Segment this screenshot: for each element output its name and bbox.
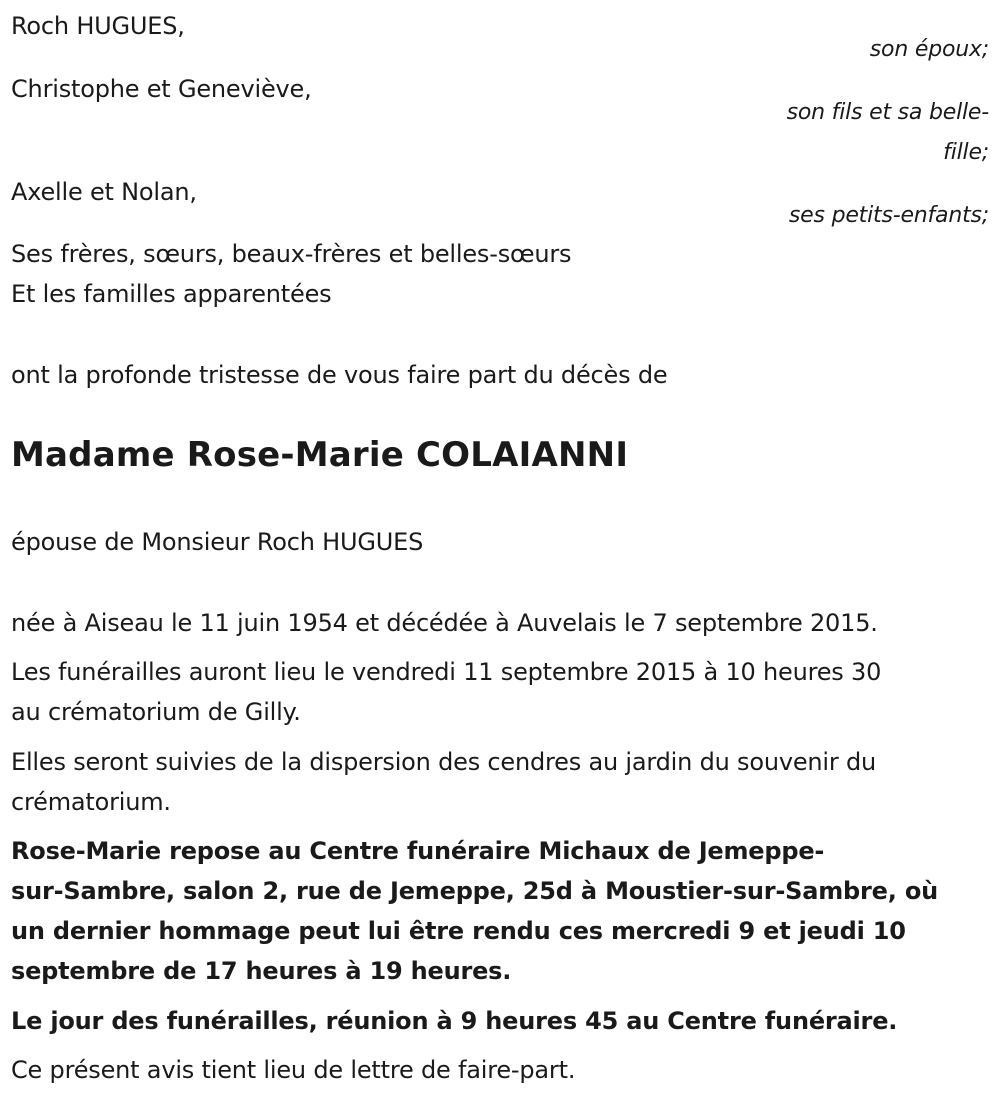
repose-line-1: Rose-Marie repose au Centre funéraire Michaux de Jemeppe- xyxy=(11,837,825,865)
family-name-spouse: Roch HUGUES, xyxy=(11,12,185,40)
spouse-line: épouse de Monsieur Roch HUGUES xyxy=(11,528,424,556)
funeral-paragraph xyxy=(11,652,989,732)
relation-son-line1: son fils et sa belle- xyxy=(786,100,989,125)
funeral-line-1: Les funérailles auront lieu le vendredi 11 septembre 2015 à 10 heures 30 xyxy=(11,658,882,686)
deceased-name: Madame Rose-Marie COLAIANNI xyxy=(11,435,629,475)
repose-paragraph xyxy=(11,831,989,991)
dispersion-line-1: Elles seront suivies de la dispersion des cendres au jardin du souvenir du xyxy=(11,748,877,776)
repose-line-4: septembre de 17 heures à 19 heures. xyxy=(11,957,512,985)
relatives-line-2: Et les familles apparentées xyxy=(11,280,332,308)
announcement: ont la profonde tristesse de vous faire part du décès de xyxy=(11,361,668,389)
dispersion-line-2: crématorium. xyxy=(11,788,171,816)
closing-line: Ce présent avis tient lieu de lettre de faire-part. xyxy=(11,1056,576,1084)
birth-death-line: née à Aiseau le 11 juin 1954 et décédée à Auvelais le 7 septembre 2015. xyxy=(11,609,878,637)
relation-son-line2: fille; xyxy=(943,140,989,165)
relation-grandchildren: ses petits-enfants; xyxy=(788,203,989,228)
meeting-line: Le jour des funérailles, réunion à 9 heures 45 au Centre funéraire. xyxy=(11,1007,898,1035)
relation-spouse: son époux; xyxy=(869,37,989,62)
repose-line-3: un dernier hommage peut lui être rendu ces mercredi 9 et jeudi 10 xyxy=(11,917,906,945)
relatives-line-1: Ses frères, sœurs, beaux-frères et belles-sœurs xyxy=(11,240,572,268)
family-name-son: Christophe et Geneviève, xyxy=(11,75,312,103)
repose-line-2: sur-Sambre, salon 2, rue de Jemeppe, 25d à Moustier-sur-Sambre, où xyxy=(11,877,938,905)
dispersion-paragraph xyxy=(11,742,989,822)
funeral-line-2: au crématorium de Gilly. xyxy=(11,698,301,726)
family-name-grandchildren: Axelle et Nolan, xyxy=(11,178,197,206)
